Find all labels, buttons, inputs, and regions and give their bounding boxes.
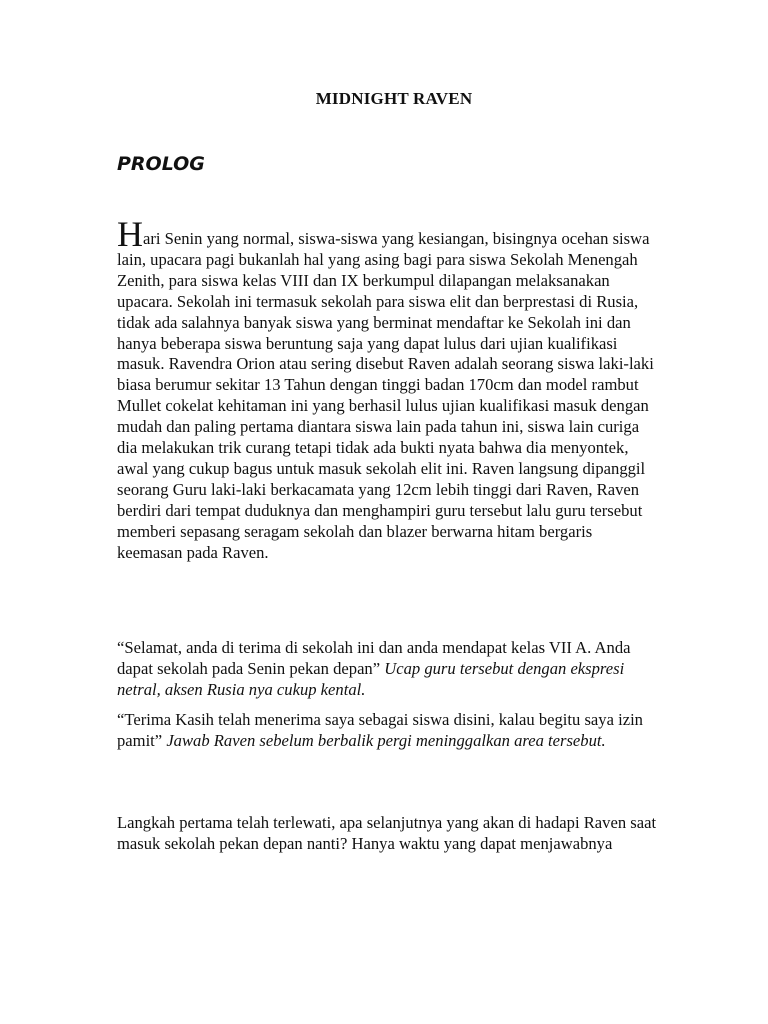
dialogue-narration: Jawab Raven sebelum berbalik pergi meninggalkan area tersebut. [166, 730, 606, 750]
drop-cap: H [117, 214, 143, 254]
dialogue-quote: “Selamat, anda di terima di sekolah ini dan anda mendapat kelas VII A. Anda dapat sekolah pada Senin pekan depan” [117, 638, 631, 678]
paragraph-dialogue-teacher [117, 638, 657, 701]
paragraph-opening [117, 214, 657, 564]
paragraph-dialogue-raven [117, 710, 657, 752]
paragraph-opening-text: ari Senin yang normal, siswa-siswa yang kesiangan, bisingnya ocehan siswa lain, upacara pagi bukanlah hal yang asing bagi para siswa Sekolah Menengah Zenith, para siswa kelas VIII dan IX berkumpul dilapangan melaksanakan upacara. Sekolah ini termasuk sekolah para siswa elit dan berprestasi di Rusia, tidak ada salahnya banyak siswa yang berminat mendaftar ke Sekolah ini dan hanya beberapa siswa beruntung saja yang dapat lulus dari ujian kualifikasi masuk. Ravendra Orion atau sering disebut Raven adalah seorang siswa laki-laki biasa berumur sekitar 13 Tahun dengan tinggi badan 170cm dan model rambut Mullet cokelat kehitaman ini yang berhasil lulus ujian kualifikasi masuk dengan mudah dan paling pertama diantara siswa lain pada tahun ini, siswa lain curiga dia melakukan trik curang tetapi tidak ada bukti nyata bahwa dia menyontek, awal yang cukup bagus untuk masuk sekolah elit ini. Raven langsung dipanggil seorang Guru laki-laki berkacamata yang 12cm lebih tinggi dari Raven, Raven berdiri dari tempat duduknya dan menghampiri guru tersebut lalu guru tersebut memberi sepasang seragam sekolah dan blazer berwarna hitam bergaris keemasan pada Raven. [117, 229, 654, 562]
section-heading: PROLOG [117, 153, 205, 175]
paragraph-closing: Langkah pertama telah terlewati, apa selanjutnya yang akan di hadapi Raven saat masuk sekolah pekan depan nanti? Hanya waktu yang dapat menjawabnya [117, 813, 657, 853]
dialogue-narration: Ucap guru tersebut dengan ekspresi netral, aksen Rusia nya cukup kental. [117, 658, 625, 699]
document-title: MIDNIGHT RAVEN [315, 89, 473, 108]
dialogue-quote: “Terima Kasih telah menerima saya sebagai siswa disini, kalau begitu saya izin pamit” [117, 710, 643, 750]
